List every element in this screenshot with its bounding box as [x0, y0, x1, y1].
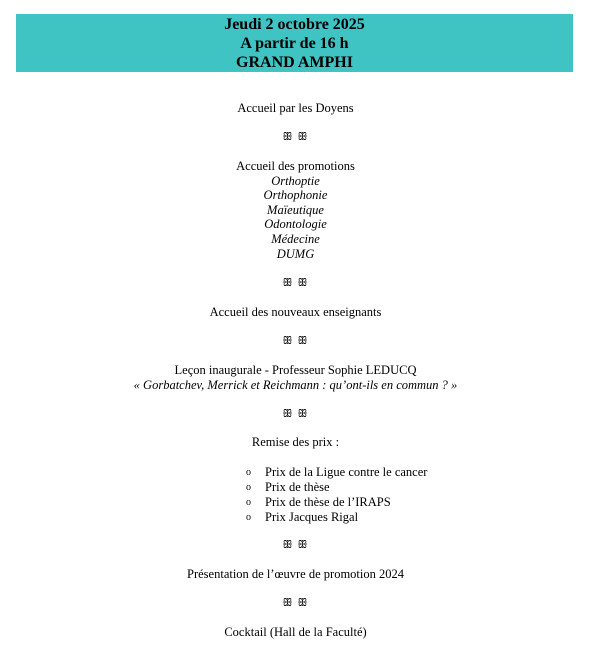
- event-header: [16, 14, 573, 72]
- artwork-presentation: Présentation de l’œuvre de promotion 2024: [187, 567, 404, 581]
- promotion-item: Orthoptie: [271, 174, 320, 188]
- bullet-icon: o: [246, 482, 251, 493]
- ornament-divider: ꕥ ꕥ: [282, 408, 309, 420]
- bullet-icon: o: [246, 497, 251, 508]
- ornament-divider: ꕥ ꕥ: [282, 597, 309, 609]
- prize-item: [246, 480, 427, 495]
- promotion-item: DUMG: [276, 247, 315, 261]
- ornament-divider: ꕥ ꕥ: [282, 335, 309, 347]
- prize-label: Prix de la Ligue contre le cancer: [265, 465, 428, 479]
- prize-item: [246, 465, 427, 480]
- event-location: GRAND AMPHI: [236, 53, 353, 71]
- promotion-item: Maïeutique: [267, 203, 324, 217]
- event-date: Jeudi 2 octobre 2025: [224, 15, 365, 33]
- prizes-list: [246, 465, 427, 525]
- promotion-item: Orthophonie: [263, 188, 328, 202]
- lecture-subtitle: « Gorbatchev, Merrick et Reichmann : qu’ont-ils en commun ? »: [133, 378, 458, 392]
- lecture-title: Leçon inaugurale - Professeur Sophie LEDUCQ: [174, 363, 417, 377]
- new-teachers: Accueil des nouveaux enseignants: [209, 305, 382, 319]
- cocktail: Cocktail (Hall de la Faculté): [224, 625, 367, 639]
- bullet-icon: o: [246, 467, 251, 478]
- promotion-item: Odontologie: [264, 217, 327, 231]
- ornament-divider: ꕥ ꕥ: [282, 539, 309, 551]
- event-time: A partir de 16 h: [240, 34, 349, 52]
- prize-label: Prix de thèse: [265, 480, 330, 494]
- promotions-title: Accueil des promotions: [236, 159, 355, 173]
- prize-item: [246, 510, 427, 525]
- bullet-icon: o: [246, 512, 251, 523]
- prize-label: Prix Jacques Rigal: [265, 510, 359, 524]
- promotion-item: Médecine: [271, 232, 320, 246]
- prize-label: Prix de thèse de l’IRAPS: [265, 495, 391, 509]
- ornament-divider: ꕥ ꕥ: [282, 277, 309, 289]
- prize-item: [246, 495, 427, 510]
- ornament-divider: ꕥ ꕥ: [282, 131, 309, 143]
- prizes-title: Remise des prix :: [251, 435, 340, 449]
- welcome-deans: Accueil par les Doyens: [237, 101, 354, 115]
